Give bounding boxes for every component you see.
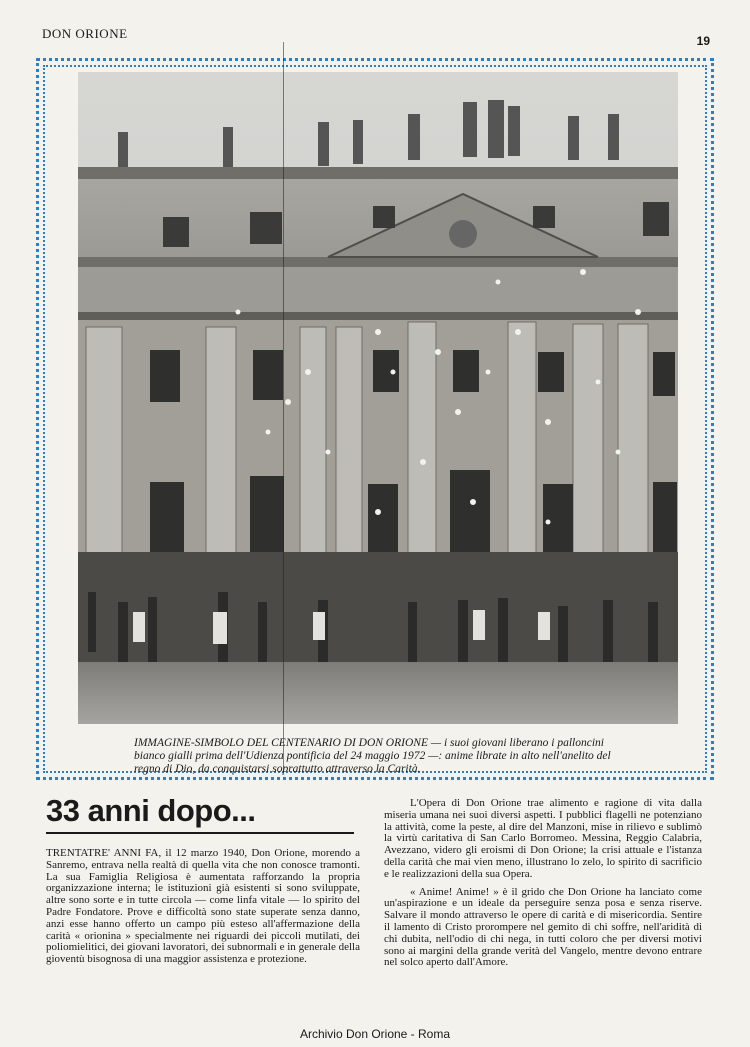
article-column-right [384,798,702,975]
article-left-text: il 12 marzo 1940, Don Orione, morendo a Sanremo, entrava nella realtà di quella vita che non conosce tramonti. La sua Famiglia Religiosa è aumentata rafforzando la propria organizzazione interna; le istituzioni già esistenti si sono sviluppate, altre sono sorte e in tutte circola — come linfa vitale — lo spirito del Padre Fondatore. Prove e difficoltà sono state superate senza danno, anzi esse hanno offerto un campo più esteso all'affermazione della carità « orionina » specialmente nei riguardi dei piccoli mutilati, dei poliomielitici, dei giovani lavoratori, dei subnormali e in generale della gioventù bisognosa di una maggior assistenza e protezione. [46,847,360,966]
basilica-illustration [78,72,678,724]
photo-caption [134,737,614,776]
page-fold-line [283,42,284,772]
headline-rule [46,832,354,834]
article-paragraph-anime: « Anime! Anime! » è il grido che Don Orione ha lanciato come un'aspirazione e un ideale da perseguire senza posa e senza riserve. Salvare il mondo attraverso le opere di carità e di misericordia. Sentire il lamento di Cristo prorompere nel gemito di chi soffre, nell'aridità di chi dubita, nell'odio di chi nega, in tutti coloro che per diversi motivi sono ai margini della grande verità del Vangelo, mentre devono entrare nel solco aperto dall'Amore. [384,885,702,969]
article-column-left [46,848,360,966]
article-paragraph-opera: L'Opera di Don Orione trae alimento e ragione di vita dalla miseria umana nei suoi diversi aspetti. I pubblici flagelli ne potenziano la attività, come la peste, al dire del Manzoni, mise in rilievo e sublimò la virtù caritativa di San Carlo Borromeo. Messina, Reggio Calabria, Avezzano, videro gli eroismi di Don Orione; la crisi attuale e l'istanza della carità che mai vien meno, illustrano lo zelo, lo spirito di sacrificio e le realizzazioni della sua Opera. [384,797,702,880]
archive-credit: Archivio Don Orione - Roma [299,1027,451,1041]
caption-title: IMMAGINE-SIMBOLO DEL CENTENARIO DI DON ORIONE [134,737,428,749]
caption-text: — i suoi giovani liberano i palloncini bianco gialli prima dell'Udienza pontificia del 24 maggio 1972 —: anime librate in alto nell'anelito del regno di Dio, da conquistarsi soprattutto attraverso la Carità. [134,737,611,775]
article-lead-in: TRENTATRE' ANNI FA, [46,847,162,859]
st-peters-basilica-photo [78,72,678,724]
running-head: DON ORIONE [42,26,128,41]
article-headline: 33 anni dopo... [46,793,256,828]
page-number: 19 [696,34,710,48]
